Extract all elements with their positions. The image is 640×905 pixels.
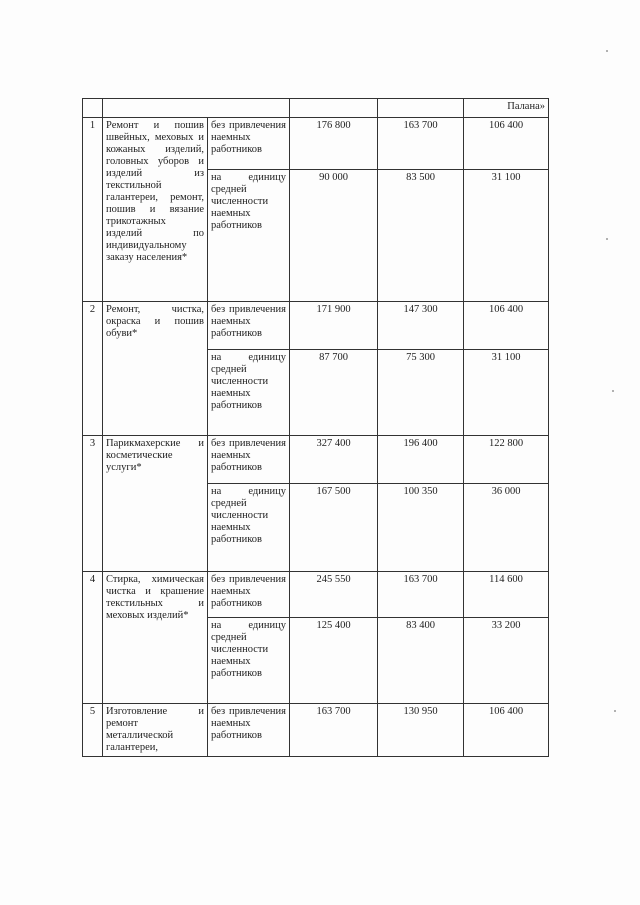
value-cell: 36 000: [464, 484, 549, 572]
header-cell-col2: [378, 99, 464, 118]
value-cell: 147 300: [378, 302, 464, 350]
value-cell: 106 400: [464, 118, 549, 170]
row-index: 1: [83, 118, 103, 302]
value-cell: 100 350: [378, 484, 464, 572]
scan-speck: [606, 50, 608, 52]
table-row: [83, 572, 549, 618]
value-cell: 106 400: [464, 302, 549, 350]
criterion-cell: без привлечения наемных работников: [208, 704, 290, 757]
criterion-cell: на единицу средней численности наемных работников: [208, 484, 290, 572]
value-cell: 83 400: [378, 618, 464, 704]
row-index: 4: [83, 572, 103, 704]
value-cell: 171 900: [290, 302, 378, 350]
value-cell: 163 700: [290, 704, 378, 757]
value-cell: 245 550: [290, 572, 378, 618]
value-cell: 176 800: [290, 118, 378, 170]
criterion-cell: без привлечения наемных работников: [208, 572, 290, 618]
table-header-row: [83, 99, 549, 118]
service-name: Ремонт и пошив швейных, меховых и кожаных изделий, головных уборов и изделий из текстильной галантереи, ремонт, пошив и вязание трикотажных изделий по индивидуальному заказу населения*: [103, 118, 208, 302]
header-cell-col3: Палана»: [464, 99, 549, 118]
criterion-cell: на единицу средней численности наемных работников: [208, 170, 290, 302]
header-cell-index: [83, 99, 103, 118]
value-cell: 87 700: [290, 350, 378, 436]
row-index: 2: [83, 302, 103, 436]
service-name: Парикмахерские и косметические услуги*: [103, 436, 208, 572]
scan-speck: [614, 710, 616, 712]
criterion-cell: на единицу средней численности наемных работников: [208, 618, 290, 704]
scan-speck: [606, 238, 608, 240]
table-row: [83, 118, 549, 170]
value-cell: 106 400: [464, 704, 549, 757]
value-cell: 163 700: [378, 572, 464, 618]
value-cell: 114 600: [464, 572, 549, 618]
value-cell: 163 700: [378, 118, 464, 170]
criterion-cell: без привлечения наемных работников: [208, 302, 290, 350]
value-cell: 327 400: [290, 436, 378, 484]
value-cell: 83 500: [378, 170, 464, 302]
value-cell: 33 200: [464, 618, 549, 704]
header-cell-col1: [290, 99, 378, 118]
row-index: 5: [83, 704, 103, 757]
row-index: 3: [83, 436, 103, 572]
criterion-cell: на единицу средней численности наемных работников: [208, 350, 290, 436]
value-cell: 122 800: [464, 436, 549, 484]
scan-speck: [612, 390, 614, 392]
value-cell: 75 300: [378, 350, 464, 436]
table-row: [83, 302, 549, 350]
value-cell: 31 100: [464, 170, 549, 302]
criterion-cell: без привлечения наемных работников: [208, 118, 290, 170]
rates-table: [82, 98, 549, 757]
service-name: Ремонт, чистка, окраска и пошив обуви*: [103, 302, 208, 436]
criterion-cell: без привлечения наемных работников: [208, 436, 290, 484]
value-cell: 130 950: [378, 704, 464, 757]
value-cell: 31 100: [464, 350, 549, 436]
service-name: Стирка, химическая чистка и крашение текстильных и меховых изделий*: [103, 572, 208, 704]
service-name: Изготовление и ремонт металлической галантереи,: [103, 704, 208, 757]
table-row: [83, 704, 549, 757]
value-cell: 196 400: [378, 436, 464, 484]
table-row: [83, 436, 549, 484]
value-cell: 125 400: [290, 618, 378, 704]
header-cell-service: [103, 99, 290, 118]
value-cell: 90 000: [290, 170, 378, 302]
value-cell: 167 500: [290, 484, 378, 572]
